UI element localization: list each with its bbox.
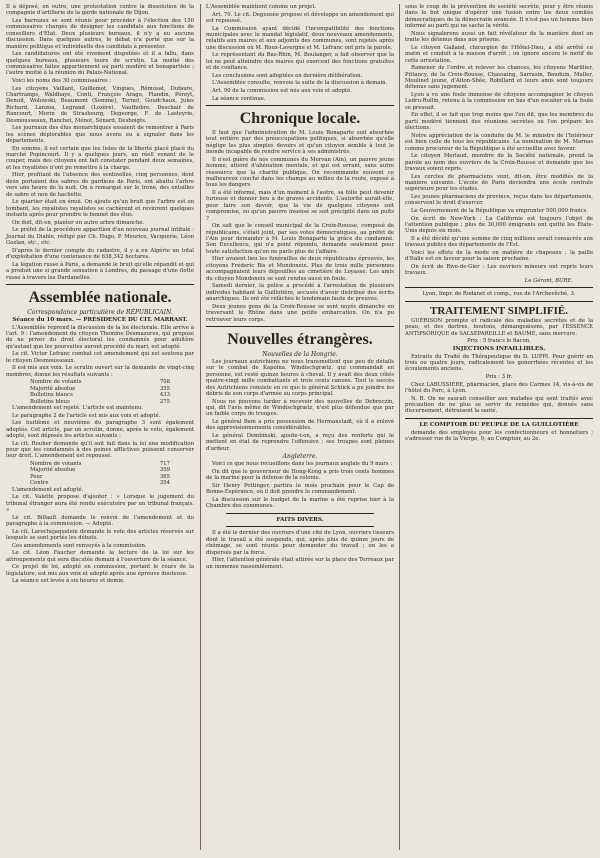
vote-label: Bulletins bleus (30, 398, 70, 405)
paragraph: Il est mis aux voix. Le scrutin ouvert sur la demande de vingt-cinq membres, donne les résultats suivants : (6, 365, 194, 378)
paragraph: L'Assemblée reprend la discussion de la loi électorale. Elle arrive à l'art. 9 : l'amendement du citoyen Thomine Desmazures, qui propose de ne priver du droit électoral les condamnés pour adultère qu'autant que les poursuites auront procédé du mari, est adopté. (6, 324, 194, 350)
section-title-etrangeres: Nouvelles étrangères. (227, 330, 373, 348)
paragraph: L'Assemblée consulte, renvoie la suite de la discussion à demain. (212, 80, 388, 87)
vote-value: 365 (159, 473, 170, 480)
advert-title: LE COMPTOIR DU PEUPLE DE LA GUILLOTIÈRE (419, 421, 579, 428)
paragraph: Le cit. Larochejaquelein demande le vote des articles réservés sur lesquels se sont portés les débats. (6, 528, 194, 541)
paragraph: Les huitième et neuvième du paragraphe 3 sont également adoptés. Cet article, par un scrutin, donne, après le vote, également adopté, sont déposés les articles suivants : (6, 420, 194, 439)
paragraph: Lyon a vu une foule immense de citoyens accompagner le citoyen Ledru-Rollin, retenu à la commission en bas d'un escalier où la foule se pressait. (405, 92, 593, 111)
vote-value: 359 (159, 467, 170, 474)
paragraph: Le quartier était en émoi. On ajoute qu'un bruit que l'arbre est on tombant, les royalistes rayalistes se cachèrent et revinrent quelques instants après pour prendre le bonnet des élus. (6, 199, 194, 219)
section-divider (405, 301, 593, 302)
paragraph: D'après le dernier compte du cadastre, il y a en Algérie un total d'exploitation d'une contenance de 638,342 hectares. (6, 247, 194, 261)
paragraph: La Commission ayant décidé l'incompatibilité des fonctions municipales avec le mandat législatif, deux nouveaux amendements, relatifs aux maires et aux adjoints des communes, sont rejetés après une discussion où M. Roux-Lavergne et M. Lefranc ont pris la parole. (206, 25, 394, 51)
section-divider (405, 287, 593, 288)
paragraph: Il n'est guère de nos communes du Morvan (Ain), un pauvre jeune homme, atteint d'aliénation mentale, et qui est errant, sans autre ressource que la charité publique. On recommande souvent ce malheureux couché dans les champs au milieu de la route, exposé à tous les dangers. (206, 156, 394, 189)
paragraph: Les journaux des élus monarchiques essaient de remontrer à Paris les scènes déplorables que nous avons eu à signaler dans les départements. (6, 125, 194, 145)
paragraph: demande des employés pour les confectionneurs et bonnetiers ; s'adresser rue de la Vierge, 9, au Comptoir, au 2e. (405, 429, 593, 443)
section-divider (226, 526, 374, 527)
vote-label: Majorité absolue (30, 467, 76, 474)
paragraph: Le général Bem a pris possession de Hermanstadt, où il a enlevé des approvisionnements considérables. (206, 418, 394, 432)
paragraph: Hier avaient lieu les funérailles de deux républicains éprouvés, les citoyens Fréderic Bis et Mondoneix. Plus de trois mille personnes accompagnaient leurs dépouilles au cimetière de Loyasse. Les amis du citoyen Mondoneix se sont rendus aussi en foule. (206, 256, 394, 282)
column-rule (200, 4, 201, 850)
vote-label: Pour (30, 473, 43, 480)
paragraph: On écrit de Rive-de-Gier : Les ouvriers mineurs ont repris leurs travaux. (405, 264, 593, 277)
paragraph: N. B. On ne saurait conseiller aux malades qui sont traités avec précaution de ne plus se servir de remèdes qui, donnés sans discernement, détruisent la santé. (405, 395, 593, 415)
paragraph: La légation russe à Paris, a demandé le bruit qu'elle répandit et qui a produit une si grande sensation à Londres, du passage d'une flotte russe à travers les Dardanelles. (6, 261, 194, 281)
paragraph: Les cercles de pharmaciens vont, dit-on, être modifiés de la manière suivante. L'école de Paris deviendra une école centrale supérieure pour les études. (405, 173, 593, 193)
paragraph: On écrit de New-York : La Californie est toujours l'objet de l'attention publique ; plus de 30,000 émigrants ont quitté les États-Unis depuis six mois. (405, 215, 593, 235)
paragraph: Hier, profitant de l'absence des sentinelles, cinq personnes, dont deux portaient des sabres de gardiens de Paris, ont abattu l'arbre vers une heure de la nuit. On a remarqué sur le trone, des entailles de sabre et non de hachette. (6, 172, 194, 198)
section-subtitle: Nouvelles de la Hongrie. (262, 350, 338, 358)
paragraph: L'Assemblée maintient comme un projet. (206, 4, 317, 10)
paragraph: L'amendement est rejeté. L'article est maintenu. (12, 404, 144, 411)
paragraph: Le paragraphe 2 de l'article est mis aux voix et adopté. (12, 412, 161, 419)
paragraph: Les jeunes pharmaciens de province, reçus dans les départements, conservent le droit d'exercer. (405, 194, 593, 207)
vote-label: Bulletins blancs (30, 392, 73, 399)
paragraph: Le cit. Léon Faucher demande la lecture de la loi sur les attroupements qui sera discutée demain à l'ouverture de la séance. (6, 550, 194, 563)
paragraph: Le général Dembinski, ajoute-t-on, a reçu des renforts qui le mettent en état de reprendre l'offensive ; ses troupes sont pleines d'ardeur. (206, 432, 394, 452)
vote-table (6, 461, 194, 487)
paragraph: Il a déposé, en outre, une protestation contre la dissolution de la compagnie d'artillerie de la garde nationale de Dijon. (6, 4, 194, 17)
paragraph: Voici les effets de la mode en matière de chapeaux ; la paille d'Italie est en faveur pour la saison prochaine. (405, 250, 593, 263)
session-heading: Séance du 10 mars. — PRÉSIDENCE DU CIT. MARRAST. (12, 316, 188, 323)
paragraph: L'amendement est adopté. (12, 486, 84, 493)
section-subtitle: Correspondance particulière de RÉPUBLICAIN. (27, 308, 173, 316)
paragraph: Le cit. Billault demande le renvoi de l'amendement et du paragraphe à la commission. — Adopté. (6, 514, 194, 527)
paragraph: Hier, l'attention générale était attirée sur la place des Terreaux par un immense rassemblement. (206, 557, 394, 570)
vote-value: 354 (159, 480, 170, 487)
paragraph: En effet, il se fait que trop moins que l'on dit, que les membres du parti modéré tiennent des réunions secrètes où l'on prépare les élections. (405, 112, 593, 132)
column-1 (6, 4, 194, 586)
paragraph: Chez LABUSSIÈRE, pharmacien, place des Carmes 14, vis-à-vis de l'hôtel du Parc, à Lyon. (405, 381, 593, 395)
paragraph: Art. 90 de la commission est mis aux voix et adopté. (212, 88, 352, 94)
paragraph: Le citoyen Merlaud, membre de la Société nationale, prend la parole au nom des ouvriers de la Croix-Rousse et demande que les travaux soient repris. (405, 153, 593, 173)
vote-value: 355 (159, 385, 170, 392)
vote-value: 717 (159, 460, 170, 467)
paragraph: Sir Henry Pottinger, partira le mois prochain pour le Cap de Bonne-Espérance, où il doit prendre le commandement. (206, 482, 394, 496)
vote-label: Nombre de votants (30, 379, 82, 386)
vote-value: 708 (159, 379, 170, 386)
section-divider (206, 105, 394, 106)
paragraph: Extraits du Traité de Thérapeutique du D. LUPPI. Pour guérir en trois ou quatre jours, radicalement les gonorrhées récentes et les écoulements anciens. (405, 353, 593, 373)
vote-label: Nombre de votants (30, 460, 82, 467)
paragraph: Art. 70. Le cit. Degousée propose et développe un amendement qui est repoussé. (206, 11, 394, 24)
paragraph: En somme, il est certain que les listes de la liberté placé placé du marché Popincourt. Il y a quelques jours, un réell venant de le couper, mais des citoyens ont fait constater pendant deux semaines, et les royalistes n'ont pu remettre à la charge. (6, 145, 194, 171)
section-title-chronique: Chronique locale. (239, 110, 361, 127)
paragraph: GUÉRISON prompte et radicale des maladies secrètes et de la peau, et des dartres, boutons, démangeaisons, par l'ESSENCE ANTIPSORIQUE de SALSEPAREILLE et BAUME, sans mercure. (405, 317, 593, 337)
paragraph: Ce projet de loi, adopté en commission, portant le cours de la législature, est mis aux voix et adopté après une épreuve douteuse. (6, 564, 194, 577)
column-2 (206, 4, 394, 571)
paragraph: Les barreaux se sont réunis pour procéder à l'élection des 150 commissaires chargés de désigner les candidats aux fonctions de conseillers d'État. Deux plusieurs bureaux, il n'y a eu aucune discussion. Dans quelques autres, le débat n'a porté que sur la manière politique et individuelle des candidats à présenter. (6, 18, 194, 50)
paragraph: Le citoyen Galland, chirurgien de l'Hôtel-Dieu, a été arrêté ce matin et conduit à la maison d'arrêt ; on ignore encore le motif de cette arrestation. (405, 44, 593, 64)
gerant-signature: Le Gérant, BURE. (524, 278, 573, 285)
paragraph: Les journaux autrichiens ne nous transmettent que peu de détails sur le combat de Kapolna. Windischgrætz, qui commandait en personne, est resté quinze heures à cheval. Il y avait des deux côtés quatre-vingt mille combattants et trois cents canons. Tout le succès des Autrichiens consiste en ce que le général Schlick a pu joindre les débris de son corps d'armée au corps principal. (206, 358, 394, 397)
faits-divers-heading: FAITS DIVERS. (276, 516, 324, 523)
paragraph: Le préfet de la procédure apparition d'un nouveau journal intitulé : Journal du Diable, rédigé par Ch. Hugo, P. Meurice, Vacquerie, Léon Gozlan, etc., etc. (6, 227, 194, 247)
paragraph: Le Gouvernement de la République va emprunter 500,000 francs. (411, 208, 589, 215)
paragraph: Il a été le dernier des ouvriers d'une cité de Lyon, ouvriers tisseurs dont le travail a été suspendu, qui, après plus de quinze jours de chômage, se sont réunis pour demander du travail ; on les a dispersés par la force. (206, 530, 394, 556)
vote-label: Contre (30, 480, 49, 487)
paragraph: Le cit. Victor Lefranc combat cet amendement qui est soutenu par le citoyen Desmousseaux. (6, 351, 194, 364)
section-divider (206, 326, 394, 327)
imprint-line: Lyon, Impr. de Rodanet et comp., rue de l'Archevêché, 3. (422, 291, 576, 298)
paragraph: On sait que le conseil municipal de la Croix-Rousse, composé de républicains, s'était joint, par ses votes démocratiques, au préfet de l'Ain pour demander à M. Louis Bonaparte la grâce du condamné. Son Excellence, qui n'a point répondu, demande seulement pour toute satisfaction qu'on ne parle plus de l'affaire. (206, 223, 394, 255)
paragraph: La séance continue. (212, 95, 266, 102)
paragraph: Ramener de l'ordre et relever les chances, les citoyens Marillier, Pittancy, de la Croix-Rousse, Chassaing, Sarrasin, Bauduin, Muller, Moulinet jeune, d'Alton-Shée, Robillard et leurs amis sont toujours détenus sans jugement. (405, 65, 593, 91)
paragraph: Les citoyens Vaillant, Guillemot, Vingues, Rémusat, Dufaure, Chartramps, Waldhaye, Conti, François Arago, Flandin, Péreyt, Denuit, Wolowski, Beaumont (Somme), Ternet, Goudchaux, Jules Richard, Lanzoa, Legrand (Lozère), Vauthobre, Deschair de Rancourt, Morin de Strasbourg, Degeorge, F. de Lasteyrie, Desmousseaux, Ranchet, Ménot, Sénard, Desboigts. (6, 85, 194, 124)
paragraph: Deux jeunes gens de la Croix-Rousse se sont noyés dimanche en traversant le Rhône dans une petite embarcation. On n'a pu retrouver leurs corps. (206, 303, 394, 323)
section-title-assemblee: Assemblée nationale. (28, 288, 172, 306)
paragraph: Nous ne pouvons tarder à recevoir des nouvelles de Debreczin, qui, dit l'avis même de Windischgrætz, n'est plus défendue que par un faible corps de troupes. (206, 398, 394, 418)
vote-value: 275 (159, 398, 170, 405)
paragraph: sous le coup de la prévention de société secrète, pour y être réunis dans le but unique d'opérer une fusion entre les deux comités démocratiques de la démocratie avancée. Il n'est pas un homme bien informé au parti qui ne sache la vérité. (405, 4, 593, 30)
section-divider (226, 513, 374, 514)
vote-value: 433 (159, 392, 170, 399)
paragraph: La séance est levée à six heures et demie. (12, 578, 125, 585)
price-line: Prix : 5 francs le flacon. (467, 338, 531, 345)
vote-table (6, 379, 194, 405)
advert-title: TRAITEMENT SIMPLIFIÉ. (430, 304, 568, 317)
paragraph: Le représentant du Bas-Rhin, M. Boulanger, a fait observer que la loi ne peut atteindre des maires qui exercent des fonctions gratuites et de confiance. (206, 52, 394, 72)
paragraph: Ces amendements sont renvoyés à la commission. (12, 542, 147, 549)
paragraph: Voici ce que nous recueillons dans les journaux anglais du 9 mars : (212, 461, 393, 468)
advert-subtitle: INJECTIONS INFAILLIBLES. (452, 345, 546, 352)
paragraph: Il faut que l'administration de M. Louis Bonaparte soit absorbée tout entière par des préoccupations politiques, si absorbée qu'elle néglige les plus simples devoirs et qu'un citoyen semble à tout le monde incapable de rendre service à ses administrés. (206, 130, 394, 156)
column-3 (405, 4, 593, 444)
paragraph: On dit que le gouverneur de Hong-Kong a pris trois cents hommes de la marine pour la défense de la colonie. (206, 468, 394, 482)
paragraph: Nous signalerons aussi un fait révélateur de la manière dont on traite les détenus dans nos prisons. (405, 30, 593, 44)
section-divider (6, 284, 194, 285)
paragraph: Il a été décidé qu'une somme de cinq millions serait consacrée aux travaux publics des départements de l'Est. (405, 236, 593, 249)
paragraph: Notre appréciation de la conduite de M. le ministre de l'Intérieur est bien celle de tous les républicains. La nomination de M. Marnas comme procureur de la République a été accueillie avec faveur. (405, 132, 593, 152)
vote-label: Majorité absolue (30, 385, 76, 392)
paragraph: Les conclusions sont adoptées en dernière délibération. (212, 72, 363, 79)
paragraph: Les candidatures ont été vivement disputées et il a fallu, dans quelques bureaux, plusieurs tours de scrutin. La moitié des commissaires faites appartiennent au parti modéré et bonapartiste ; l'autre moitié à la réunion du Palais-National. (6, 51, 194, 77)
paragraph: La discussion sur le budget de la marine a été reprise hier à la Chambre des communes. (206, 496, 394, 510)
paragraph: On doit, dit-on, planter un autre arbre dimanche. (12, 219, 145, 226)
paragraph: Il a été informé, mais d'un moment à l'autre, sa folie peut devenir furieuse et donner lieu à de graves accidents. L'autorité aurait-elle, pour faire son devoir, que la vie de quelques citoyens soit compromise, ou qu'un pauvre insensé se soit précipité dans un puits ? (206, 190, 394, 222)
column-rule (399, 4, 400, 850)
section-subtitle: Angleterre. (282, 453, 318, 461)
paragraph: Voici les noms des 30 commissaires : (12, 78, 112, 85)
price-line: Prix : 3 fr. (485, 374, 513, 381)
paragraph: Samedi dernier, la police a procédé à l'arrestation de plusieurs individus habitant la Guillotière, accusés d'avoir distribué des écrits anarchiques. Ils ont été relâchés le lendemain faute de preuves. (206, 283, 394, 303)
paragraph: Le cit. Rouher demande qu'il soit fait dans la loi une modification pour que les condamnés à des peines afflictives puissent conserver leur droit. L'amendement est repoussé. (6, 440, 194, 460)
section-divider (405, 418, 593, 419)
paragraph: Le cit. Valette propose d'ajouter : « Lorsque le jugement du tribunal étranger aura été rendu exécutoire par un tribunal français. » (6, 494, 194, 513)
